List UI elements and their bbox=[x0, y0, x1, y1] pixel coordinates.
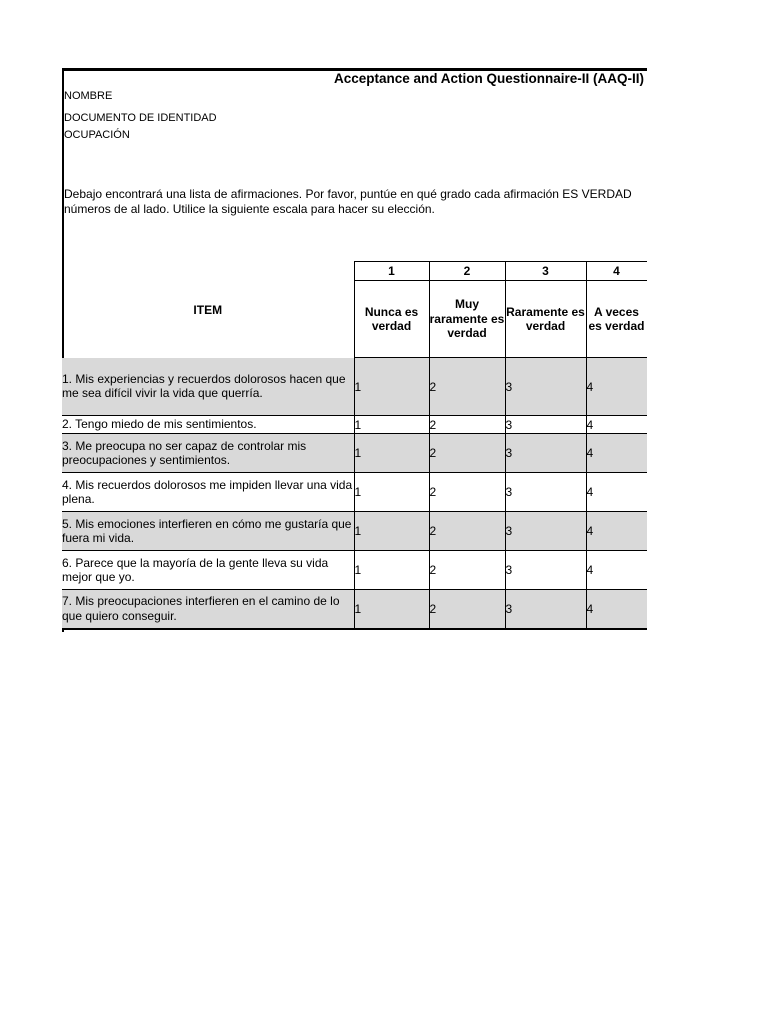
document-title: Acceptance and Action Questionnaire-II (AAQ-II) bbox=[334, 71, 645, 86]
rating-cell[interactable]: 2 bbox=[429, 512, 505, 551]
rating-cell[interactable]: 1 bbox=[354, 434, 429, 473]
table-row bbox=[62, 551, 647, 590]
rating-cell[interactable]: 4 bbox=[586, 473, 647, 512]
rating-cell[interactable]: 1 bbox=[354, 473, 429, 512]
rating-cell[interactable]: 2 bbox=[429, 473, 505, 512]
table-row bbox=[62, 434, 647, 473]
rating-cell[interactable]: 1 bbox=[354, 416, 429, 434]
instructions-line-2: números de al lado. Utilice la siguiente escala para hacer su elección. bbox=[64, 202, 435, 216]
table-row bbox=[62, 416, 647, 434]
item-text: 6. Parece que la mayoría de la gente lleva su vida mejor que yo. bbox=[62, 551, 354, 590]
instructions bbox=[64, 187, 647, 217]
rating-cell[interactable]: 1 bbox=[354, 590, 429, 629]
scale-label-4: A veces es verdad bbox=[586, 281, 647, 358]
item-text: 2. Tengo miedo de mis sentimientos. bbox=[62, 416, 354, 434]
scale-number-4: 4 bbox=[586, 262, 647, 281]
scale-number-3: 3 bbox=[505, 262, 586, 281]
table-row bbox=[62, 358, 647, 416]
rating-cell[interactable]: 3 bbox=[505, 512, 586, 551]
item-text: 3. Me preocupa no ser capaz de controlar mis preocupaciones y sentimientos. bbox=[62, 434, 354, 473]
rating-cell[interactable]: 4 bbox=[586, 590, 647, 629]
questionnaire-table bbox=[62, 261, 647, 630]
item-text: 1. Mis experiencias y recuerdos dolorosos hacen que me sea difícil vivir la vida que querría. bbox=[62, 358, 354, 416]
scale-label-3: Raramente es verdad bbox=[505, 281, 586, 358]
item-text: 5. Mis emociones interfieren en cómo me gustaría que fuera mi vida. bbox=[62, 512, 354, 551]
scale-number-1: 1 bbox=[354, 262, 429, 281]
rating-cell[interactable]: 4 bbox=[586, 512, 647, 551]
name-field-label: NOMBRE bbox=[64, 90, 113, 102]
rating-cell[interactable]: 3 bbox=[505, 473, 586, 512]
rating-cell[interactable]: 2 bbox=[429, 416, 505, 434]
item-text: 4. Mis recuerdos dolorosos me impiden llevar una vida plena. bbox=[62, 473, 354, 512]
rating-cell[interactable]: 2 bbox=[429, 434, 505, 473]
questionnaire-sheet bbox=[62, 68, 647, 632]
rating-cell[interactable]: 4 bbox=[586, 434, 647, 473]
occupation-field-label: OCUPACIÓN bbox=[64, 129, 130, 141]
instructions-line-1: Debajo encontrará una lista de afirmaciones. Por favor, puntúe en qué grado cada afirmación ES VERDAD bbox=[64, 187, 632, 201]
rating-cell[interactable]: 2 bbox=[429, 551, 505, 590]
rating-cell[interactable]: 4 bbox=[586, 551, 647, 590]
table-row bbox=[62, 590, 647, 629]
rating-cell[interactable]: 3 bbox=[505, 358, 586, 416]
scale-number-2: 2 bbox=[429, 262, 505, 281]
rating-cell[interactable]: 4 bbox=[586, 416, 647, 434]
rating-cell[interactable]: 1 bbox=[354, 358, 429, 416]
rating-cell[interactable]: 3 bbox=[505, 590, 586, 629]
rating-cell[interactable]: 3 bbox=[505, 416, 586, 434]
table-row bbox=[62, 512, 647, 551]
rating-cell[interactable]: 4 bbox=[586, 358, 647, 416]
rating-cell[interactable]: 1 bbox=[354, 512, 429, 551]
rating-cell[interactable]: 2 bbox=[429, 590, 505, 629]
scale-label-1: Nunca es verdad bbox=[354, 281, 429, 358]
rating-cell[interactable]: 1 bbox=[354, 551, 429, 590]
table-row bbox=[62, 473, 647, 512]
scale-label-2: Muy raramente es verdad bbox=[429, 281, 505, 358]
rating-cell[interactable]: 3 bbox=[505, 434, 586, 473]
rating-cell[interactable]: 2 bbox=[429, 358, 505, 416]
id-document-field-label: DOCUMENTO DE IDENTIDAD bbox=[64, 112, 217, 124]
item-text: 7. Mis preocupaciones interfieren en el camino de lo que quiero conseguir. bbox=[62, 590, 354, 629]
rating-cell[interactable]: 3 bbox=[505, 551, 586, 590]
item-column-header: ITEM bbox=[193, 302, 223, 317]
